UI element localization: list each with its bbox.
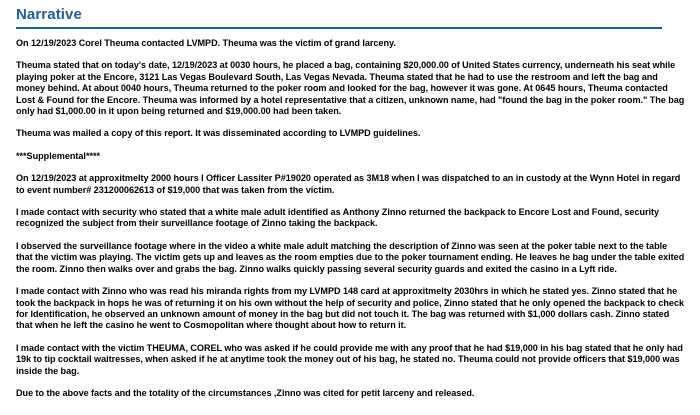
title-divider: [16, 27, 662, 29]
supplemental-marker: ***Supplemental****: [16, 150, 101, 161]
paragraph-initial-report: On 12/19/2023 Corel Theuma contacted LVMPD. Theuma was the victim of grand larceny.: [16, 38, 396, 48]
paragraph-disposition: Due to the above facts and the totality of the circumstances ,Zinno was cited for petit larceny and released.: [16, 387, 475, 398]
page-title: Narrative: [16, 6, 82, 23]
paragraph-dispatch-details: On 12/19/2023 at approxitmelty 2000 hours I Officer Lassiter P#19020 operated as 3M18 when I was dispatched to an in custody at the Wynn Hotel in regard to event number# 231200062613 of $19,000 that was taken from the victim.: [16, 173, 681, 195]
paragraph-victim-statement: Theuma stated that on today's date, 12/19/2023 at 0030 hours, he placed a bag, containing $20,000.00 of United States currency, underneath his seat while playing poker at the Encore, 3121 Las Vegas Boulevard South, Las Vegas Nevada. Theuma stated that he had to use the restroom and left the bag and money behind. At about 0040 hours, Theuma returned to the poker room and looked for the bag, however it was gone. At 0645 hours, Theuma contacted Lost & Found for the Encore. Theuma was informed by a hotel representative that a citizen, unknown name, had "found the bag in the poker room." The bag only had $1,000.00 in it upon being returned and $19,000.00 had been taken.: [16, 60, 685, 117]
paragraph-surveillance-observation: I observed the surveillance footage where in the video a white male adult matching the description of Zinno was seen at the poker table next to the table that the victim was playing. The victim gets up and leaves as the room empties due to the poker tournament ending. He leaves he bag under the table exited the room. Zinno then walks over and grabs the bag. Zinno walks quickly passing several security guards and exited the casino in a Lyft ride.: [16, 240, 685, 274]
paragraph-miranda-interview: I made contact with Zinno who was read his miranda rights from my LVMPD 148 card at approxitmelty 2030hrs in which he stated yes. Zinno stated that he took the backpack in hops he was of returning it on his own without the help of security and police, Zinno stated that he only opened the backpack to check for Identification, he observed an unknown amount of money in the bag but did not touch it. The bag was returned with $1,000 dollars cash. Zinno stated that when he left the casino he went to Cosmopolitan where thought about how to return it.: [16, 286, 685, 331]
paragraph-security-contact: I made contact with security who stated that a white male adult identified as Anthony Zinno returned the backpack to Encore Lost and Found, security recognized the subject from their surveillance footage of Zinno taking the backpack.: [16, 207, 660, 229]
paragraph-report-dissemination: Theuma was mailed a copy of this report. It was disseminated according to LVMPD guidelines.: [16, 128, 421, 139]
paragraph-victim-followup: I made contact with the victim THEUMA, COREL who was asked if he could provide me with any proof that he had $19,000 in his bag stated that he only had 19k to tip cocktail waitresses, when asked if he at anytime took the money out of his bag, he stated no. Theuma could not provide officers that $19,000 was inside the bag.: [16, 342, 683, 376]
